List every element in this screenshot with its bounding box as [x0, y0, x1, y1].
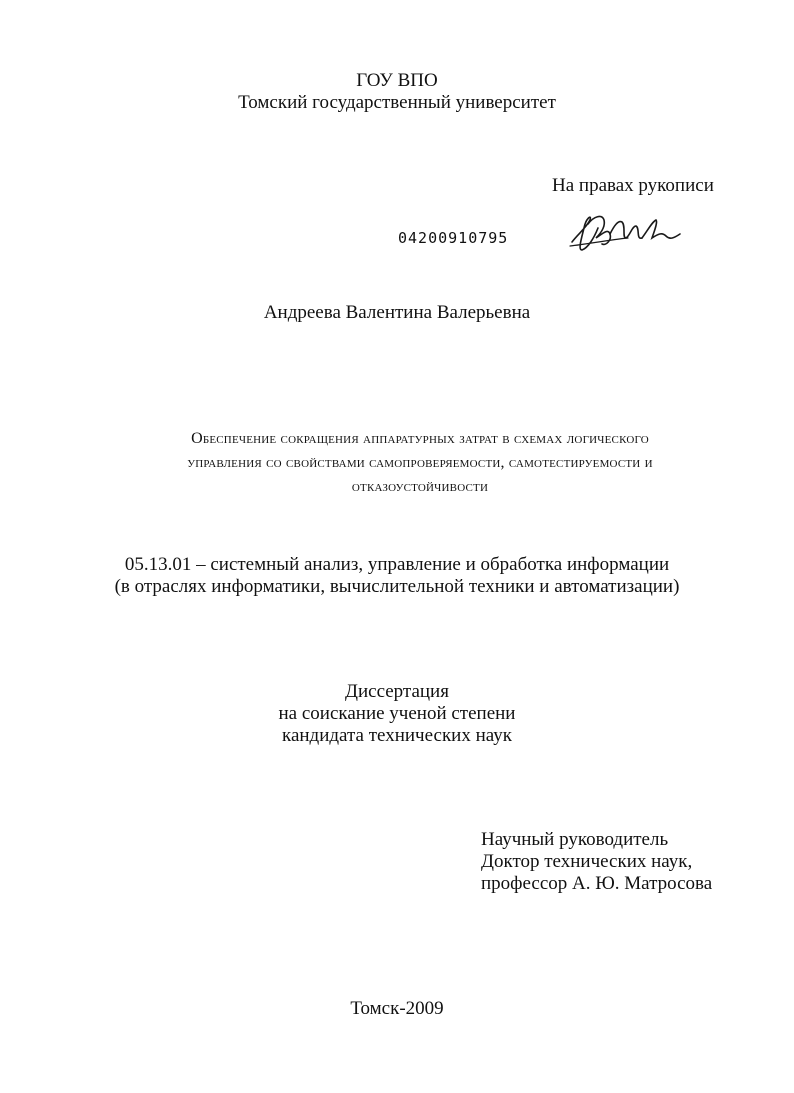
org-short: ГОУ ВПО: [356, 70, 438, 91]
degree-line-1: Диссертация: [345, 681, 449, 702]
university-name: Томский государственный университет: [238, 92, 556, 113]
author-name: Андреева Валентина Валерьевна: [263, 302, 531, 323]
city-year: Томск-2009: [350, 998, 444, 1019]
supervisor-line-3: профессор А. Ю. Матросова: [481, 873, 713, 894]
thesis-title-line-1: Обеспечение сокращения аппаратурных затрат в схемах логического: [191, 430, 649, 447]
rights-note: На правах рукописи: [552, 175, 714, 196]
supervisor-line-1: Научный руководитель: [481, 829, 669, 850]
registration-number: 04200910795: [398, 229, 509, 247]
specialty-line-1: 05.13.01 – системный анализ, управление и обработка информации: [124, 554, 670, 575]
degree-line-3: кандидата технических наук: [282, 725, 512, 746]
specialty-line-2: (в отраслях информатики, вычислительной техники и автоматизации): [114, 576, 680, 597]
degree-line-2: на соискание ученой степени: [278, 703, 516, 724]
supervisor-line-2: Доктор технических наук,: [481, 851, 693, 872]
signature-icon: [568, 208, 683, 260]
thesis-title-line-2: управления со свойствами самопроверяемости, самотестируемости и: [187, 454, 653, 471]
thesis-title-line-3: отказоустойчивости: [351, 478, 489, 495]
